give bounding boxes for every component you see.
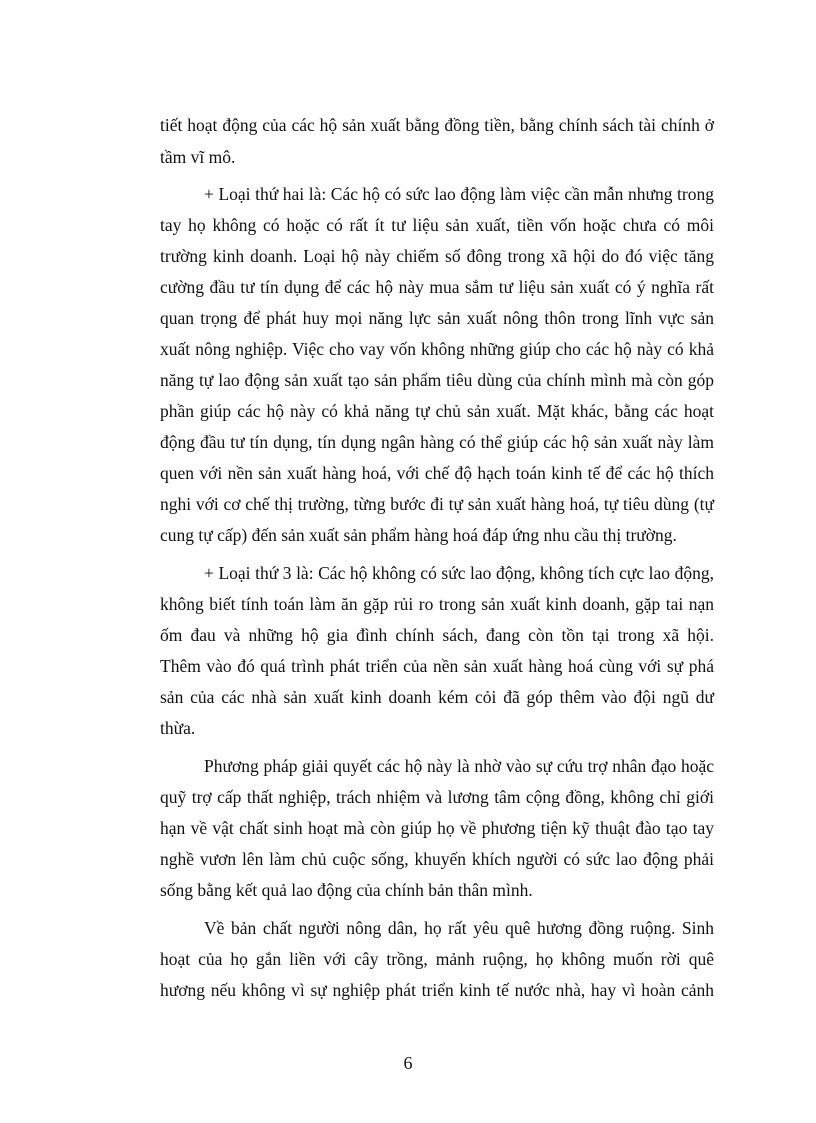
- text-line: hoạt của họ gắn liền với cây trồng, mảnh ruộng, họ không muốn rời quê: [160, 949, 714, 969]
- text-line: quan trọng để phát huy mọi năng lực sản xuất nông thôn trong lĩnh vực sản: [160, 308, 714, 328]
- text-line: quỹ trợ cấp thất nghiệp, trách nhiệm và lương tâm cộng đồng, không chỉ giới: [160, 787, 714, 807]
- text-line: tay họ không có hoặc có rất ít tư liệu sản xuất, tiền vốn hoặc chưa có môi: [160, 215, 714, 235]
- text-line: trường kinh doanh. Loại hộ này chiếm số đông trong xã hội do đó việc tăng: [160, 246, 714, 266]
- text-line: tầm vĩ mô.: [160, 147, 236, 167]
- text-line: cường đầu tư tín dụng để các hộ này mua sắm tư liệu sản xuất có ý nghĩa rất: [160, 277, 714, 297]
- text-line: cung tự cấp) đến sản xuất sản phẩm hàng hoá đáp ứng nhu cầu thị trường.: [160, 525, 677, 545]
- text-line: + Loại thứ hai là: Các hộ có sức lao động làm việc cần mẫn nhưng trong: [204, 184, 714, 204]
- text-line: xuất nông nghiệp. Việc cho vay vốn không những giúp cho các hộ này có khả: [160, 339, 714, 359]
- text-line: hạn về vật chất sinh hoạt mà còn giúp họ về phương tiện kỹ thuật đào tạo tay: [160, 818, 714, 838]
- page-number: 6: [403, 1053, 413, 1073]
- text-line: tiết hoạt động của các hộ sản xuất bằng đồng tiền, bằng chính sách tài chính ở: [160, 115, 714, 135]
- text-line: thừa.: [160, 718, 196, 738]
- text-line: không biết tính toán làm ăn gặp rủi ro trong sản xuất kinh doanh, gặp tai nạn: [160, 594, 714, 614]
- text-line: nghề vươn lên làm chủ cuộc sống, khuyến khích người có sức lao động phải: [160, 849, 714, 869]
- text-line: sống bằng kết quả lao động của chính bản thân mình.: [160, 880, 533, 900]
- text-line: năng tự lao động sản xuất tạo sản phẩm tiêu dùng của chính mình mà còn góp: [160, 370, 714, 390]
- text-line: + Loại thứ 3 là: Các hộ không có sức lao động, không tích cực lao động,: [204, 563, 714, 583]
- text-line: phần giúp các hộ này có khả năng tự chủ sản xuất. Mặt khác, bằng các hoạt: [160, 401, 714, 421]
- text-line: Thêm vào đó quá trình phát triển của nền sản xuất hàng hoá cùng với sự phá: [160, 656, 714, 676]
- text-line: Về bản chất người nông dân, họ rất yêu quê hương đồng ruộng. Sinh: [204, 918, 714, 938]
- text-line: sản của các nhà sản xuất kinh doanh kém cỏi đã góp thêm vào đội ngũ dư: [160, 687, 714, 707]
- text-line: quen với nền sản xuất hàng hoá, với chế độ hạch toán kinh tế để các hộ thích: [160, 463, 714, 483]
- text-line: hương nếu không vì sự nghiệp phát triển kinh tế nước nhà, hay vì hoàn cảnh: [160, 980, 714, 1000]
- text-line: động đầu tư tín dụng, tín dụng ngân hàng có thể giúp các hộ sản xuất này làm: [160, 432, 714, 452]
- text-line: nghi với cơ chế thị trường, từng bước đi tự sản xuất hàng hoá, tự tiêu dùng (tự: [160, 494, 714, 514]
- text-line: ốm đau và những hộ gia đình chính sách, đang còn tồn tại trong xã hội.: [160, 625, 714, 645]
- text-line: Phương pháp giải quyết các hộ này là nhờ vào sự cứu trợ nhân đạo hoặc: [204, 756, 714, 776]
